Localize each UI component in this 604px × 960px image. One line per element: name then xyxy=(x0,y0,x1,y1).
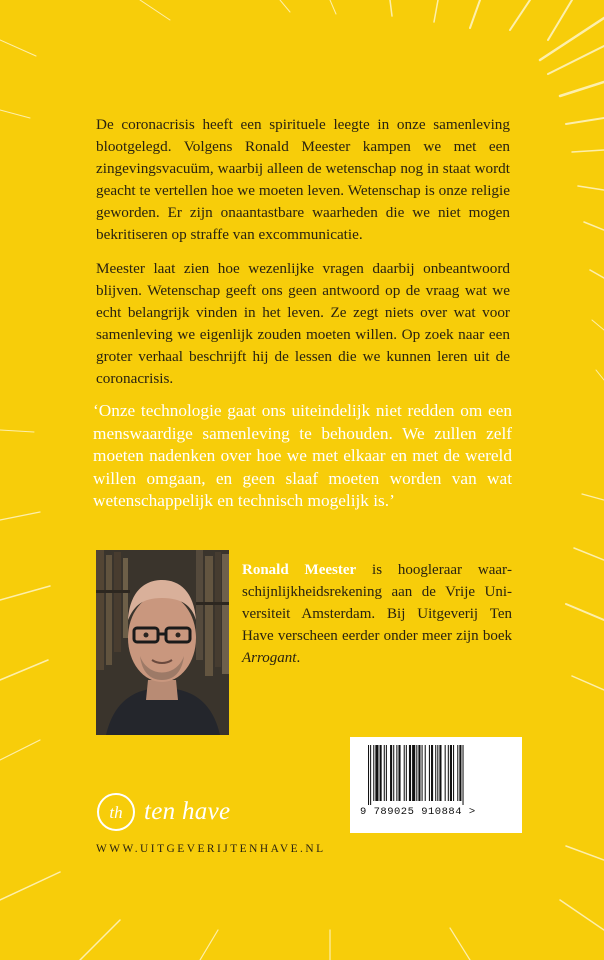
publisher-website: WWW.UITGEVERIJTENHAVE.NL xyxy=(96,843,326,855)
barcode-bars xyxy=(368,745,504,805)
svg-text:th: th xyxy=(109,803,123,822)
barcode xyxy=(350,737,522,833)
isbn-number: 9 789025 910884 > xyxy=(360,806,476,818)
bio-end: . xyxy=(296,650,301,666)
book-title: Arrogant xyxy=(242,650,297,666)
publisher-name: ten have xyxy=(144,798,231,825)
blurb-paragraph-2: Meester laat zien hoe wezenlijke vragen daarbij onbeantwoord blijven. Wetenschap geeft ons geen antwoord op de vraag wat we echt belangrijk vinden in het leven. Ze zegt niets over wat voor samenleving we eigenlijk zouden moeten willen. Op zoek naar een groter verhaal beschrijft hij de lessen die we kunnen leren uit de coronacrisis. xyxy=(96,260,510,387)
publisher-logo xyxy=(96,792,230,832)
author-bio xyxy=(242,559,512,669)
blurb-paragraph-1: De coronacrisis heeft een spirituele leegte in onze samenleving blootgelegd. Volgens Ronald Meester kampen we met een zingevingsvacuüm, waarbij alleen de wetenschap nog in staat wordt geacht te vertellen hoe we moeten leven. Wetenschap is onze religie geworden. Er zijn onaantastbare waarheden die we niet mogen bekritiseren op straffe van excommunicatie. xyxy=(96,116,510,243)
bio-text: is hoogleraar waarschijnlijkheidsrekening aan de Vrije Universiteit Amsterdam. Bij Uitgeverij Ten Have verscheen eerder onder meer zijn boek xyxy=(242,562,513,644)
publisher-logo-mark xyxy=(96,792,136,832)
pull-quote: ‘Onze technologie gaat ons uiteindelijk niet redden om een menswaardige samenleving te behouden. We zullen zelf moeten nadenken over hoe we met elkaar en met de wereld willen omgaan, en geen slaaf moeten worden van wat wetenschappelijk en technisch mogelijk is.’ xyxy=(93,401,512,511)
author-photo xyxy=(96,550,229,735)
author-name: Ronald Meester xyxy=(242,562,357,578)
